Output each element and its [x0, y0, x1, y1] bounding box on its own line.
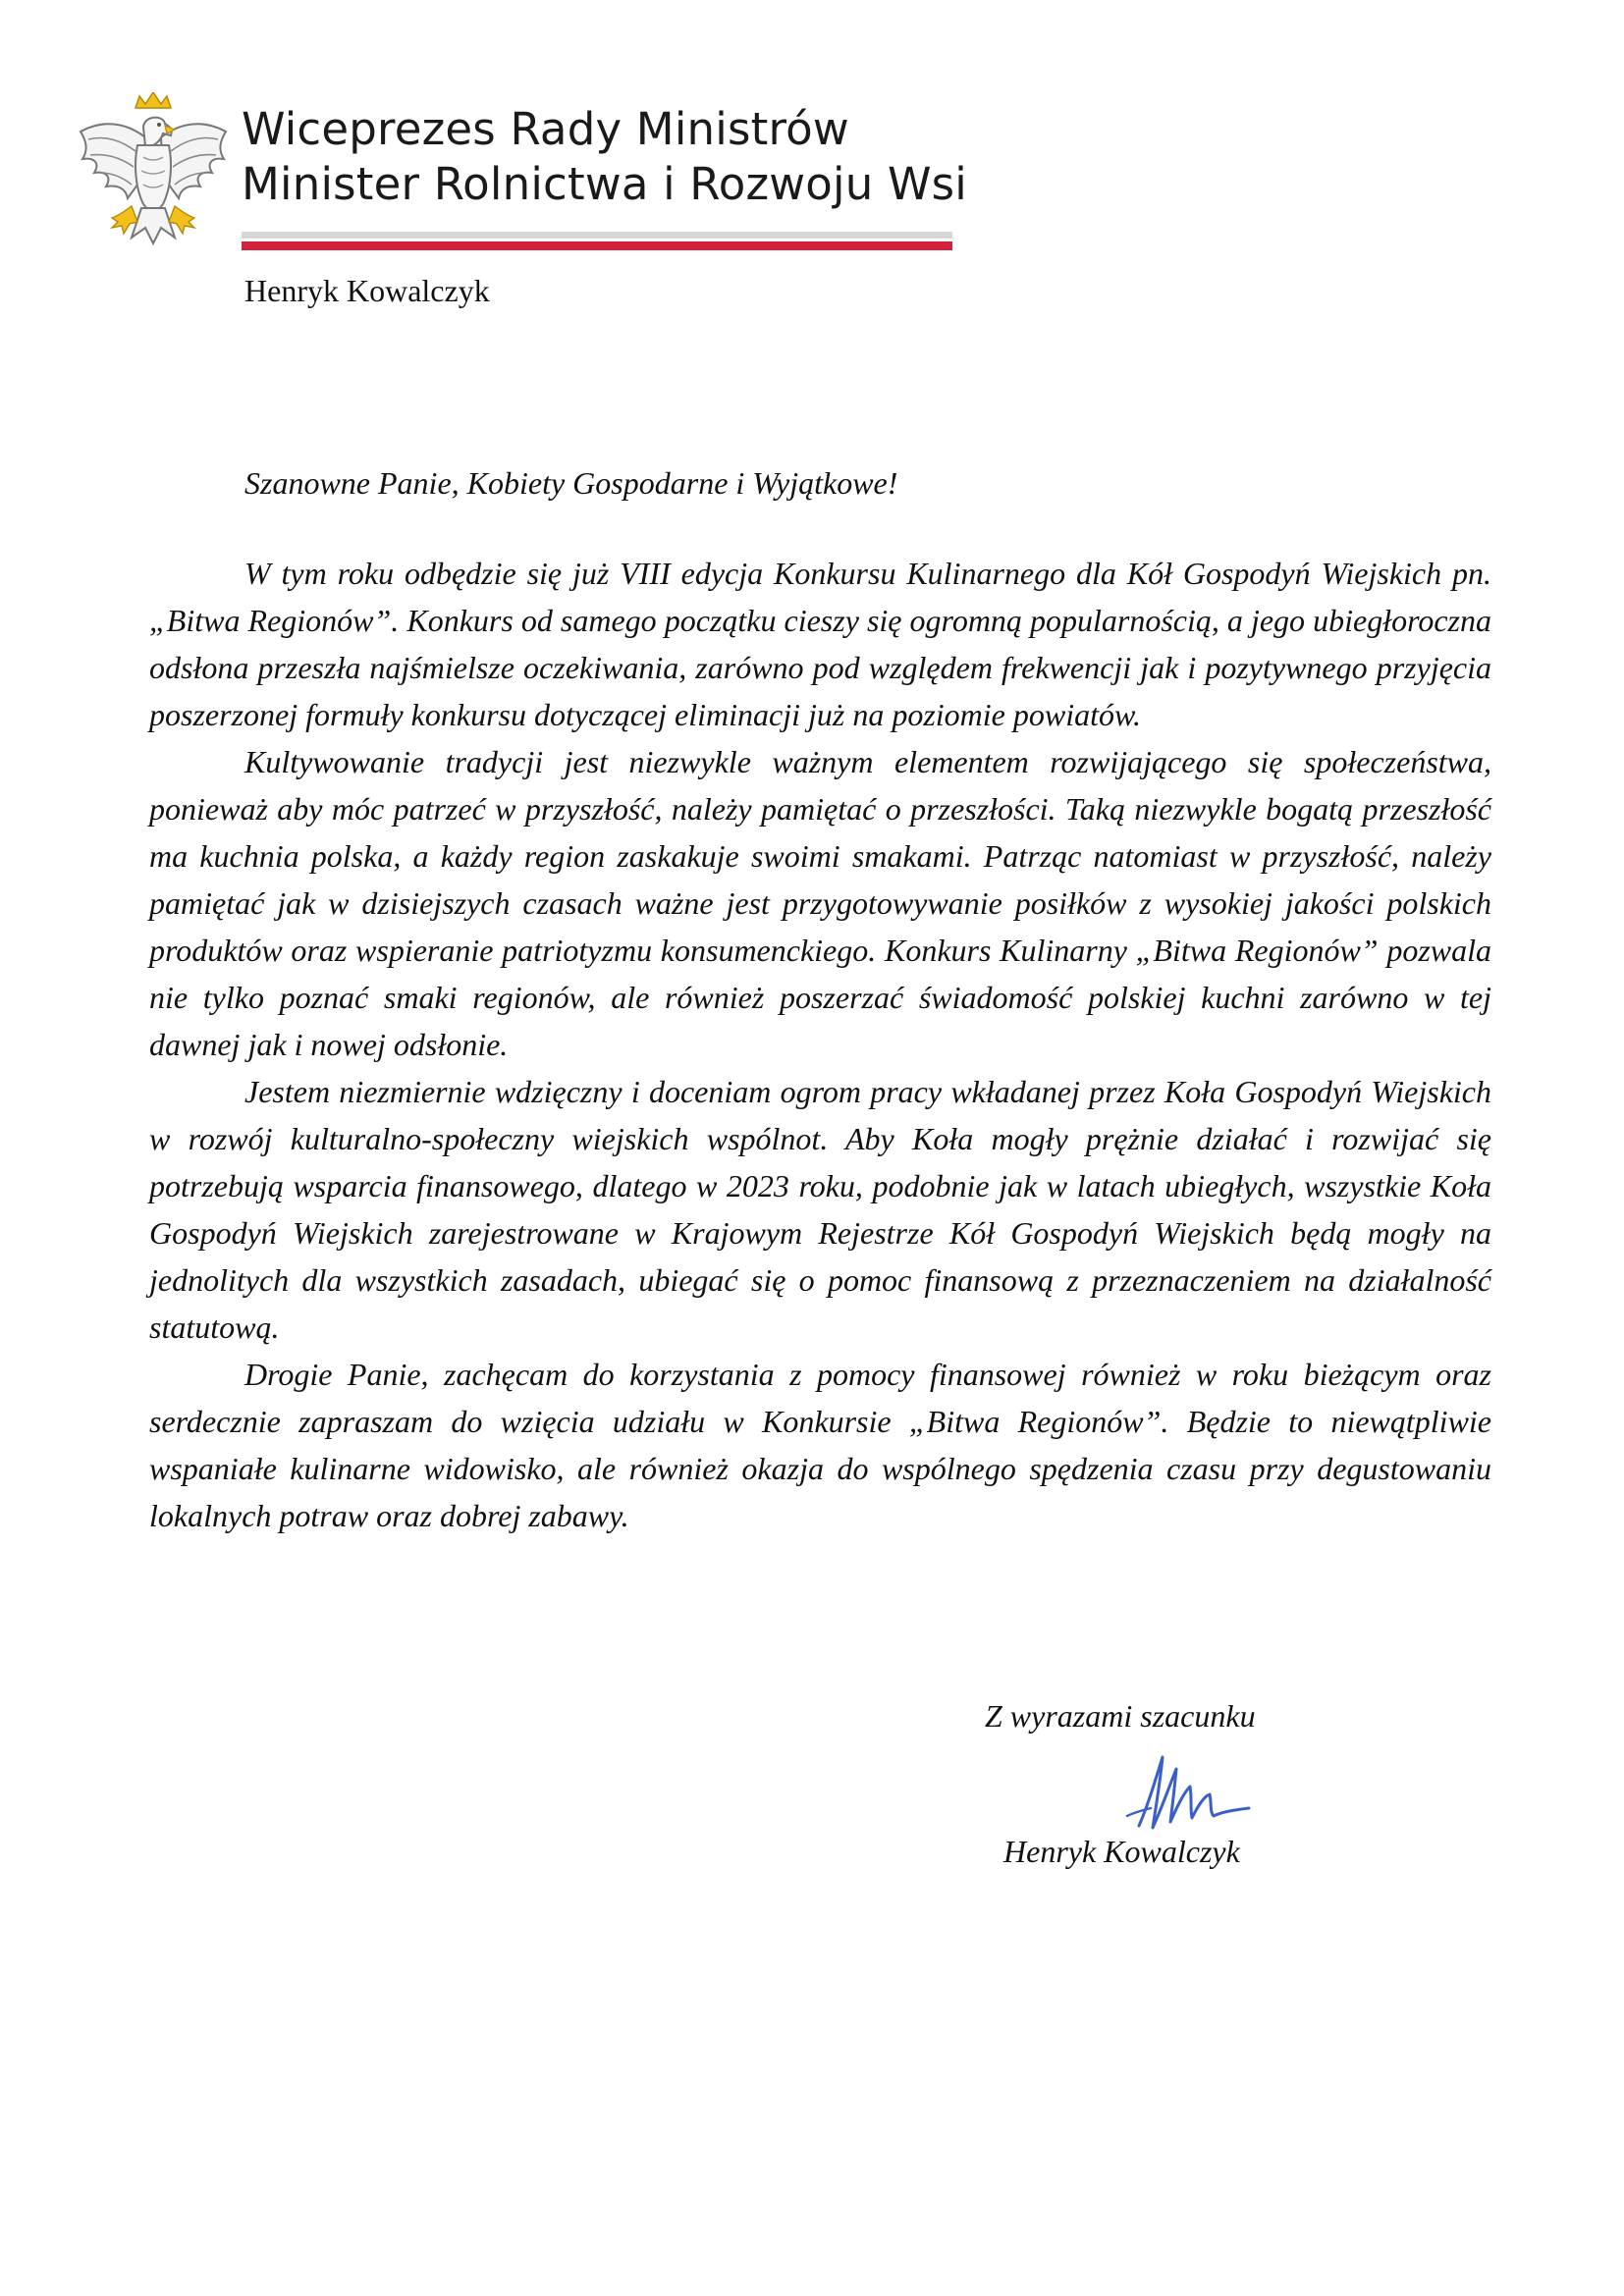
- signer-name: Henryk Kowalczyk: [1003, 1834, 1240, 1869]
- letterhead-title: [242, 102, 967, 212]
- letter-body: [149, 550, 1491, 1539]
- letter-paragraph: Kultywowanie tradycji jest niezwykle ważnym elementem rozwijającego się społeczeństwa, ponieważ aby móc patrzeć w przyszłość, należy pamiętać o przeszłości. Taką niezwykle bogatą przeszłość ma kuchnia polska, a każdy region zaskakuje swoimi smakami. Patrząc natomiast w przyszłość, należy pamiętać jak w dzisiejszych czasach ważne jest przygotowywanie posiłków z wysokiej jakości polskich produktów oraz wspieranie patriotyzmu konsumenckiego. Konkurs Kulinarny „Bitwa Regionów” pozwala nie tylko poznać smaki regionów, ale również poszerzać świadomość polskiej kuchni zarówno w tej dawnej jak i nowej odsłonie.: [149, 744, 1491, 1062]
- salutation: Szanowne Panie, Kobiety Gospodarne i Wyjątkowe!: [244, 465, 898, 501]
- sender-name: Henryk Kowalczyk: [244, 273, 490, 308]
- letterhead-red-rule: [242, 241, 952, 250]
- letter-paragraph: Drogie Panie, zachęcam do korzystania z pomocy finansowej również w roku bieżącym oraz serdecznie zapraszam do wzięcia udziału w Konkursie „Bitwa Regionów”. Będzie to niewątpliwie wspaniałe kulinarne widowisko, ale również okazja do wspólnego spędzenia czasu przy degustowaniu lokalnych potraw oraz dobrej zabawy.: [149, 1357, 1491, 1533]
- letterhead-gray-rule: [242, 232, 952, 239]
- letter-paragraph: Jestem niezmiernie wdzięczny i doceniam ogrom pracy wkładanej przez Koła Gospodyń Wiejskich w rozwój kulturalno-społeczny wiejskich wspólnot. Aby Koła mogły prężnie działać i rozwijać się potrzebują wsparcia finansowego, dlatego w 2023 roku, podobnie jak w latach ubiegłych, wszystkie Koła Gospodyń Wiejskich zarejestrowane w Krajowym Rejestrze Kół Gospodyń Wiejskich będą mogły na jednolitych dla wszystkich zasadach, ubiegać się o pomoc finansową z przeznaczeniem na działalność statutową.: [149, 1074, 1491, 1345]
- letterhead-title-line1: Wiceprezes Rady Ministrów: [242, 103, 849, 155]
- letterhead-title-line2: Minister Rolnictwa i Rozwoju Wsi: [242, 158, 968, 210]
- closing-phrase: Z wyrazami szacunku: [985, 1698, 1256, 1734]
- letter-paragraph: W tym roku odbędzie się już VIII edycja Konkursu Kulinarnego dla Kół Gospodyń Wiejskich pn. „Bitwa Regionów”. Konkurs od samego początku cieszy się ogromną popularnością, a jego ubiegłoroczna odsłona przeszła najśmielsze oczekiwania, zarówno pod względem frekwencji jak i pozytywnego przyjęcia poszerzonej formuły konkursu dotyczącej eliminacji już na poziomie powiatów.: [149, 556, 1491, 732]
- polish-eagle-emblem-icon: [75, 92, 232, 251]
- handwritten-signature-icon: [1119, 1743, 1257, 1838]
